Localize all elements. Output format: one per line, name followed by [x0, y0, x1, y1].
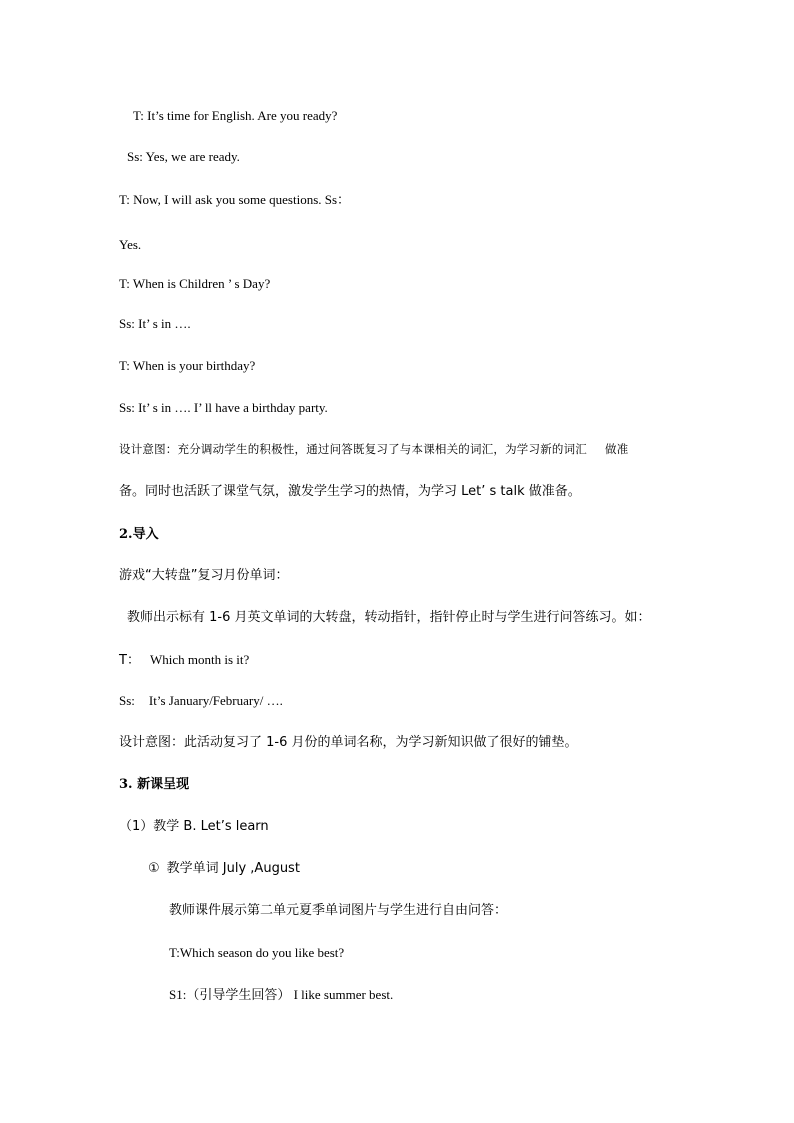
section-3-heading: 3. 新课呈现 — [119, 777, 190, 792]
student-answer-season: S1:（引导学生回答） I like summer best. — [169, 987, 394, 1002]
game-dialogue-teacher — [119, 652, 249, 669]
game-intro: 游戏“大转盘”复习月份单词： — [119, 568, 289, 583]
students-label: Ss: — [119, 693, 135, 708]
game-dialogue-students — [119, 693, 283, 709]
teaching-item-1 — [148, 861, 300, 877]
section-2-heading: 2.导入 — [119, 527, 159, 542]
dialogue-line-7: T: When is your birthday? — [119, 358, 256, 373]
teacher-label: T： — [119, 653, 140, 668]
game-description: 教师出示标有 1-6 月英文单词的大转盘，转动指针，指针停止时与学生进行问答练习。如： — [127, 610, 651, 625]
design-intent-1-line-1 — [119, 441, 628, 457]
dialogue-line-6: Ss: It’ s in …. — [119, 316, 191, 331]
section-3-sub-1: （1）教学 B. Let’s learn — [119, 819, 269, 834]
students-answer: It’s January/February/ …. — [148, 693, 283, 708]
teacher-question-season: T:Which season do you like best? — [169, 945, 345, 960]
design-intent-1-line-2: 备。同时也活跃了课堂气氛，激发学生学习的热情，为学习 Let’ s talk 做准备。 — [119, 484, 581, 499]
dialogue-line-1: T: It’s time for English. Are you ready? — [133, 108, 338, 123]
design-intent-2: 设计意图：此活动复习了 1-6 月份的单词名称，为学习新知识做了很好的铺垫。 — [119, 735, 578, 750]
design-intent-1-tail: 做准 — [605, 442, 629, 456]
teacher-show-text: 教师课件展示第二单元夏季单词图片与学生进行自由问答： — [169, 903, 508, 918]
item-text: 教学单词 July ,August — [166, 861, 300, 876]
item-marker: ① — [148, 861, 160, 876]
dialogue-line-3: T: Now, I will ask you some questions. Ss： — [119, 192, 351, 207]
dialogue-line-5: T: When is Children ’ s Day? — [119, 276, 271, 291]
teacher-question: Which month is it? — [149, 652, 250, 667]
dialogue-line-8: Ss: It’ s in …. I’ ll have a birthday party. — [119, 400, 328, 415]
dialogue-line-2: Ss: Yes, we are ready. — [127, 149, 240, 164]
dialogue-line-4: Yes. — [119, 237, 142, 252]
design-intent-1-text: 设计意图：充分调动学生的积极性，通过问答既复习了与本课相关的词汇，为学习新的词汇 — [119, 442, 587, 456]
